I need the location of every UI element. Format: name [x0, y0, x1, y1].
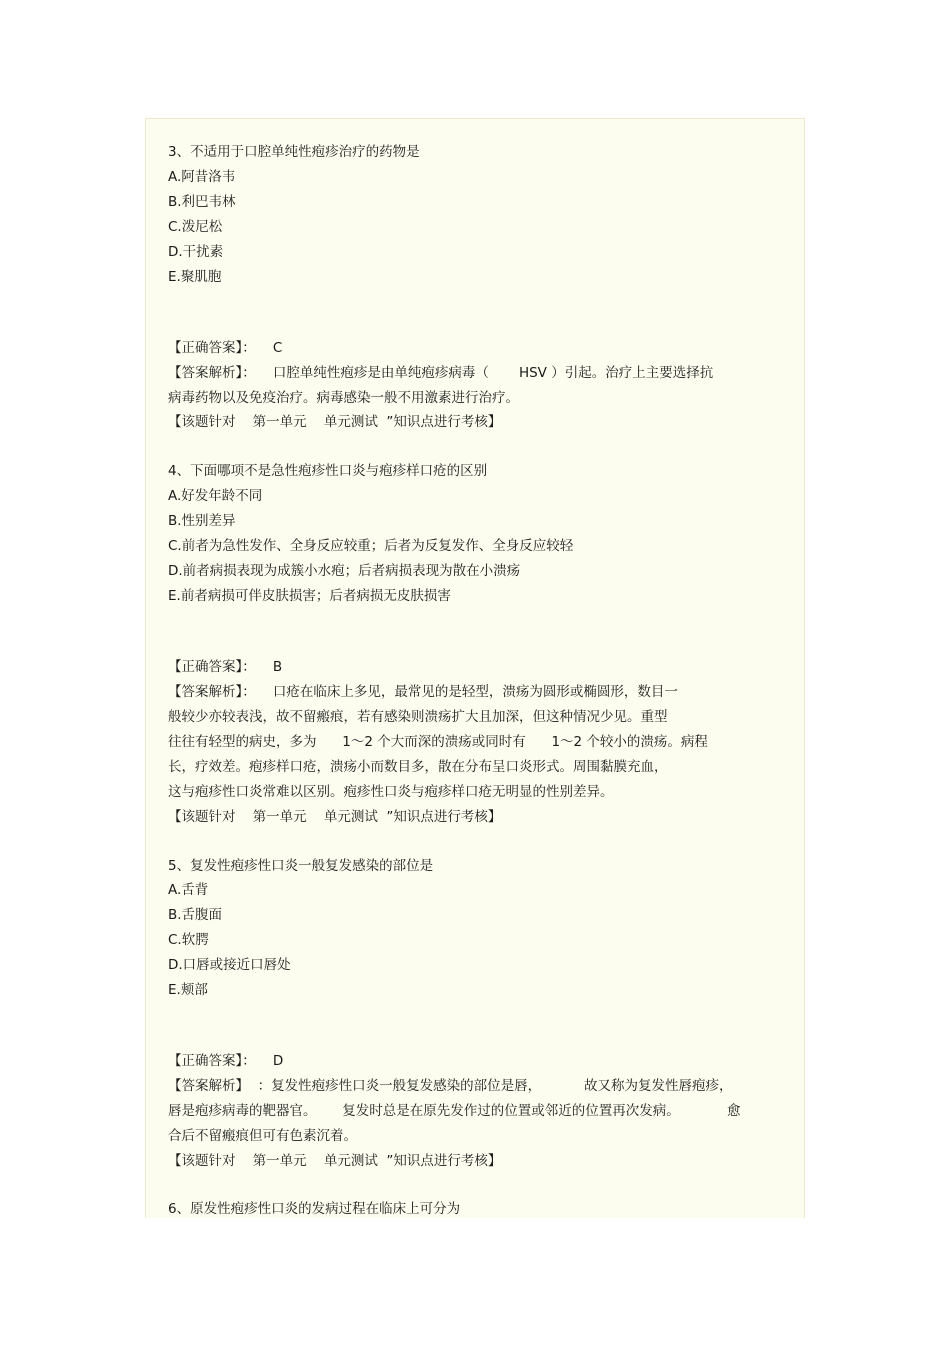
- question-4-explanation-line: 长，疗效差。疱疹样口疮，溃疡小而数目多，散在分布呈口炎形式。周围黏膜充血，: [168, 759, 668, 775]
- question-4-option-d: D.前者病损表现为成簇小水疱；后者病损表现为散在小溃疡: [168, 563, 521, 579]
- question-4-option-c: C.前者为急性发作、全身反应较重；后者为反复发作、全身反应较轻: [168, 538, 574, 554]
- question-4-answer: 【正确答案】： B: [168, 659, 283, 675]
- question-3-scope: 【该题针对 第一单元 单元测试 ”知识点进行考核】: [168, 414, 502, 430]
- question-5-answer: 【正确答案】： D: [168, 1053, 284, 1069]
- question-5-option-d: D.口唇或接近口唇处: [168, 957, 291, 973]
- question-5-explanation-line: 唇是疱疹病毒的靶器官。 复发时总是在原先发作过的位置或邻近的位置再次发病。 愈: [168, 1103, 741, 1119]
- question-4-stem: 4、下面哪项不是急性疱疹性口炎与疱疹样口疮的区别: [168, 463, 488, 479]
- question-5-scope: 【该题针对 第一单元 单元测试 ”知识点进行考核】: [168, 1153, 502, 1169]
- question-3-option-e: E.聚肌胞: [168, 269, 222, 285]
- question-3-explanation-line: 病毒药物以及免疫治疗。病毒感染一般不用激素进行治疗。: [168, 390, 519, 406]
- question-3-option-d: D.干扰素: [168, 244, 224, 260]
- question-4-scope: 【该题针对 第一单元 单元测试 ”知识点进行考核】: [168, 809, 502, 825]
- question-5-option-a: A.舌背: [168, 882, 209, 898]
- question-5-stem: 5、复发性疱疹性口炎一般复发感染的部位是: [168, 858, 434, 874]
- question-4-explanation-line: 这与疱疹性口炎常难以区别。疱疹性口炎与疱疹样口疮无明显的性别差异。: [168, 784, 614, 800]
- question-5-explanation-line: 合后不留瘢痕但可有色素沉着。: [168, 1128, 357, 1144]
- question-5-option-e: E.颊部: [168, 982, 208, 998]
- question-4-explanation-line: 【答案解析】： 口疮在临床上多见，最常见的是轻型，溃疡为圆形或椭圆形，数目一: [168, 684, 678, 700]
- question-3-explanation-line: 【答案解析】： 口腔单纯性疱疹是由单纯疱疹病毒（ HSV ）引起。治疗上主要选择抗: [168, 365, 714, 381]
- question-3-option-c: C.泼尼松: [168, 219, 223, 235]
- question-5-explanation-line: 【答案解析】 ：复发性疱疹性口炎一般复发感染的部位是唇， 故又称为复发性唇疱疹，: [168, 1078, 733, 1094]
- question-3-stem: 3、不适用于口腔单纯性疱疹治疗的药物是: [168, 144, 420, 160]
- question-3-option-a: A.阿昔洛韦: [168, 169, 236, 185]
- question-5-option-c: C.软腭: [168, 932, 209, 948]
- question-5-option-b: B.舌腹面: [168, 907, 223, 923]
- question-4-option-e: E.前者病损可伴皮肤损害；后者病损无皮肤损害: [168, 588, 451, 604]
- question-3-answer: 【正确答案】： C: [168, 340, 283, 356]
- question-3-option-b: B.利巴韦林: [168, 194, 236, 210]
- question-4-explanation-line: 般较少亦较表浅，故不留瘢痕，若有感染则溃疡扩大且加深，但这种情况少见。重型: [168, 709, 668, 725]
- question-6-stem: 6、原发性疱疹性口炎的发病过程在临床上可分为: [168, 1201, 461, 1217]
- question-4-option-a: A.好发年龄不同: [168, 488, 263, 504]
- question-4-option-b: B.性别差异: [168, 513, 236, 529]
- question-4-explanation-line: 往往有轻型的病史，多为 1～2 个大而深的溃疡或同时有 1～2 个较小的溃疡。病程: [168, 734, 708, 750]
